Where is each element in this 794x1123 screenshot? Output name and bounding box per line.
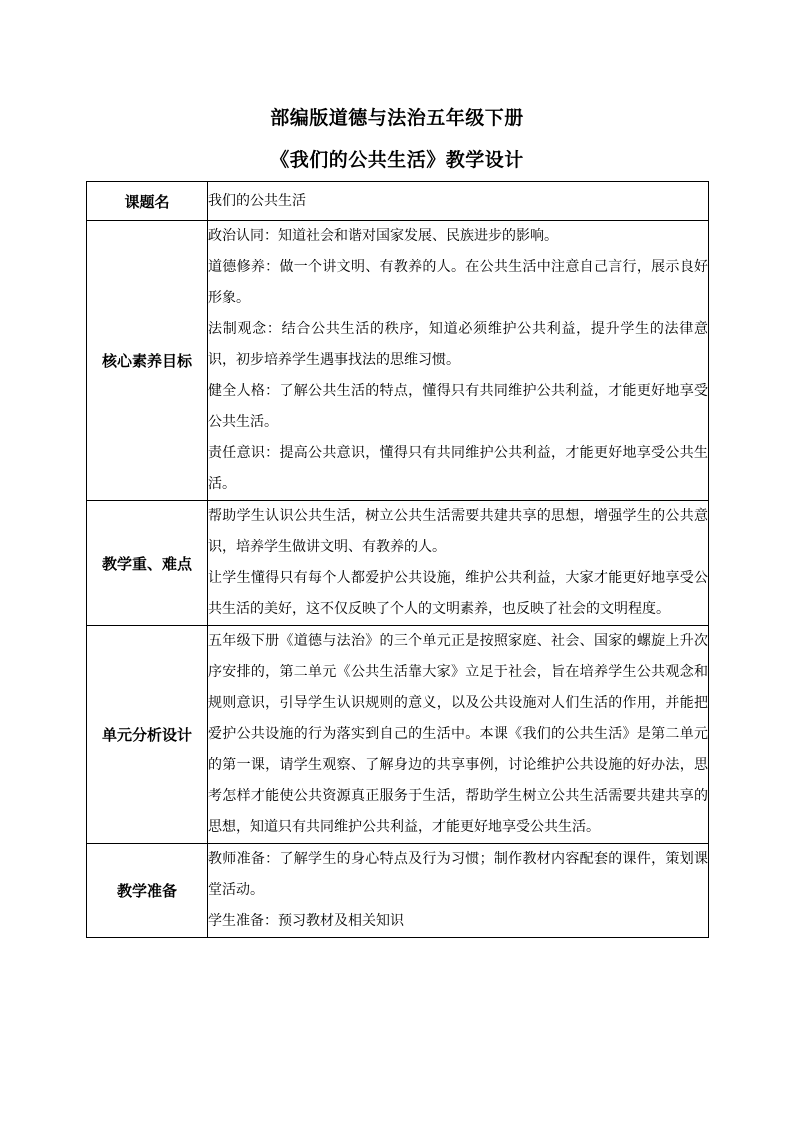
table-row-topic [87,182,709,221]
row-content [208,844,709,938]
paragraph: 我们的公共生活 [208,193,306,209]
row-label: 课题名 [87,182,208,221]
table-row-key-points [87,501,709,626]
lesson-plan-table [86,181,709,938]
row-label: 教学准备 [87,844,208,938]
row-content [208,626,709,844]
paragraph: 学生准备：预习教材及相关知识 [208,913,404,929]
row-label: 核心素养目标 [87,221,208,501]
paragraph: 法制观念：结合公共生活的秩序，知道必须维护公共利益，提升学生的法律意识，初步培养学生遇事找法的思维习惯。 [208,321,708,368]
table-row-core-goals [87,221,709,501]
paragraph: 责任意识：提高公共意识，懂得只有共同维护公共利益，才能更好地享受公共生活。 [208,445,708,492]
paragraph: 教师准备：了解学生的身心特点及行为习惯；制作教材内容配套的课件，策划课堂活动。 [208,851,708,898]
paragraph: 让学生懂得只有每个人都爱护公共设施，维护公共利益，大家才能更好地享受公共生活的美好，这不仅反映了个人的文明素养，也反映了社会的文明程度。 [208,570,708,617]
paragraph: 五年级下册《道德与法治》的三个单元正是按照家庭、社会、国家的螺旋上升次序安排的，第二单元《公共生活靠大家》立足于社会，旨在培养学生公共观念和规则意识，引导学生认识规则的意义，以及公共设施对人们生活的作用，并能把爱护公共设施的行为落实到自己的生活中。本课《我们的公共生活》是第二单元的第一课，请学生观察、了解身边的共享事例，讨论维护公共设施的好办法，思考怎样才能使公共资源真正服务于生活，帮助学生树立公共生活需要共建共享的思想，知道只有共同维护公共利益，才能更好地享受公共生活。 [208,633,708,835]
row-content [208,501,709,626]
row-content [208,182,709,221]
table-row-unit-analysis [87,626,709,844]
row-label: 单元分析设计 [87,626,208,844]
paragraph: 道德修养：做一个讲文明、有教养的人。在公共生活中注意自己言行，展示良好形象。 [208,259,708,306]
row-content [208,221,709,501]
document-title: 部编版道德与法治五年级下册 [270,107,524,129]
table-row-preparation [87,844,709,938]
paragraph: 帮助学生认识公共生活，树立公共生活需要共建共享的思想，增强学生的公共意识，培养学生做讲文明、有教养的人。 [208,508,708,555]
row-label: 教学重、难点 [87,501,208,626]
document-subtitle: 《我们的公共生活》教学设计 [270,149,524,171]
paragraph: 政治认同：知道社会和谐对国家发展、民族进步的影响。 [208,228,558,244]
paragraph: 健全人格：了解公共生活的特点，懂得只有共同维护公共利益，才能更好地享受公共生活。 [208,383,708,430]
